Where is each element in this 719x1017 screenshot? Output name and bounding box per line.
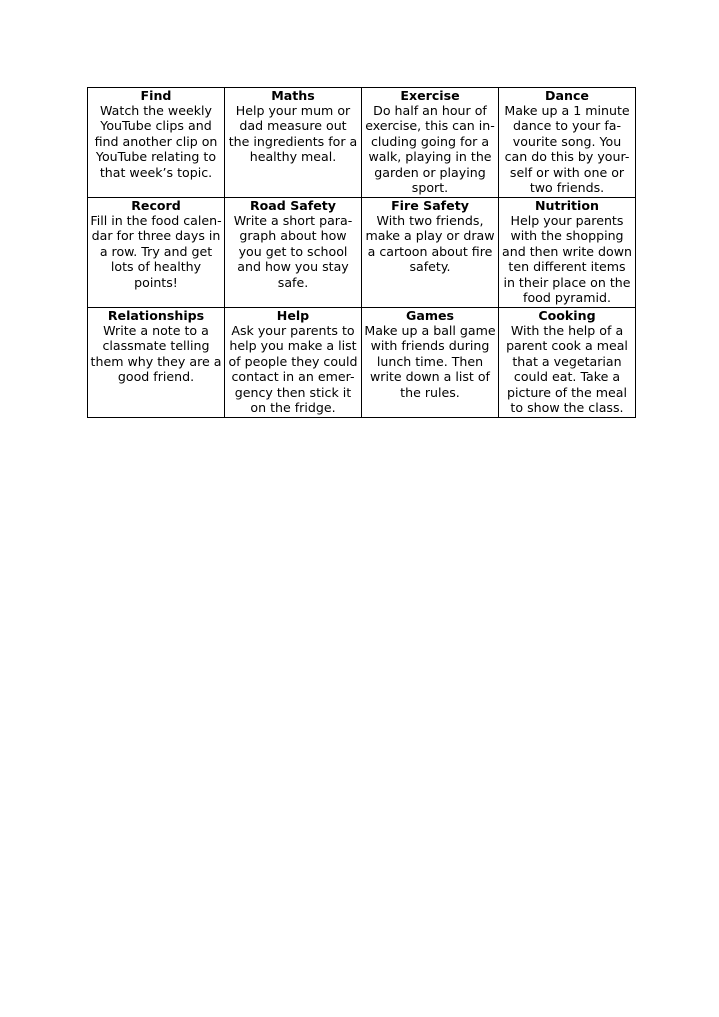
cell-title: Dance bbox=[545, 88, 589, 103]
activity-cell-road-safety bbox=[225, 198, 362, 308]
cell-body: Make up a ball game with friends during lunch time. Then write down a list of the rules. bbox=[364, 323, 496, 400]
cell-title: Maths bbox=[271, 88, 315, 103]
cell-title: Help bbox=[276, 308, 310, 323]
cell-body: Ask your parents to help you make a list of people they could contact in an emer- gency then stick it on the fridge. bbox=[228, 323, 358, 416]
cell-body: With the help of a parent cook a meal that a vegetarian could eat. Take a picture of the meal to show the class. bbox=[506, 323, 628, 416]
activity-cell-games bbox=[362, 308, 499, 418]
cell-title: Cooking bbox=[538, 308, 596, 323]
cell-body: Write a short para- graph about how you get to school and how you stay safe. bbox=[233, 213, 353, 290]
grid-row bbox=[88, 88, 636, 198]
activity-cell-cooking bbox=[499, 308, 636, 418]
activity-cell-find bbox=[88, 88, 225, 198]
activity-cell-exercise bbox=[362, 88, 499, 198]
grid-row bbox=[88, 198, 636, 308]
cell-body: Watch the weekly YouTube clips and find another clip on YouTube relating to that week’s topic. bbox=[94, 103, 218, 180]
activity-cell-maths bbox=[225, 88, 362, 198]
activity-cell-dance bbox=[499, 88, 636, 198]
grid-row bbox=[88, 308, 636, 418]
cell-title: Find bbox=[140, 88, 172, 103]
cell-body: Help your mum or dad measure out the ingredients for a healthy meal. bbox=[228, 103, 358, 165]
cell-title: Fire Safety bbox=[391, 198, 469, 213]
cell-body: Fill in the food calen- dar for three days in a row. Try and get lots of healthy points! bbox=[90, 213, 222, 290]
cell-body: With two friends, make a play or draw a cartoon about fire safety. bbox=[365, 213, 495, 275]
cell-body: Help your parents with the shopping and then write down ten different items in their place on the food pyramid. bbox=[502, 213, 632, 306]
activity-cell-nutrition bbox=[499, 198, 636, 308]
cell-title: Games bbox=[406, 308, 454, 323]
cell-title: Record bbox=[131, 198, 181, 213]
cell-title: Nutrition bbox=[534, 198, 599, 213]
activity-cell-relationships bbox=[88, 308, 225, 418]
activity-cell-help bbox=[225, 308, 362, 418]
cell-body: Write a note to a classmate telling them why they are a good friend. bbox=[90, 323, 222, 385]
cell-title: Exercise bbox=[400, 88, 460, 103]
activity-cell-record bbox=[88, 198, 225, 308]
cell-title: Relationships bbox=[107, 308, 205, 323]
activity-cell-fire-safety bbox=[362, 198, 499, 308]
cell-title: Road Safety bbox=[249, 198, 337, 213]
cell-body: Make up a 1 minute dance to your fa- vourite song. You can do this by your- self or with one or two friends. bbox=[504, 103, 630, 196]
cell-body: Do half an hour of exercise, this can in- cluding going for a walk, playing in the garden or playing sport. bbox=[365, 103, 495, 196]
activity-grid bbox=[87, 87, 636, 418]
